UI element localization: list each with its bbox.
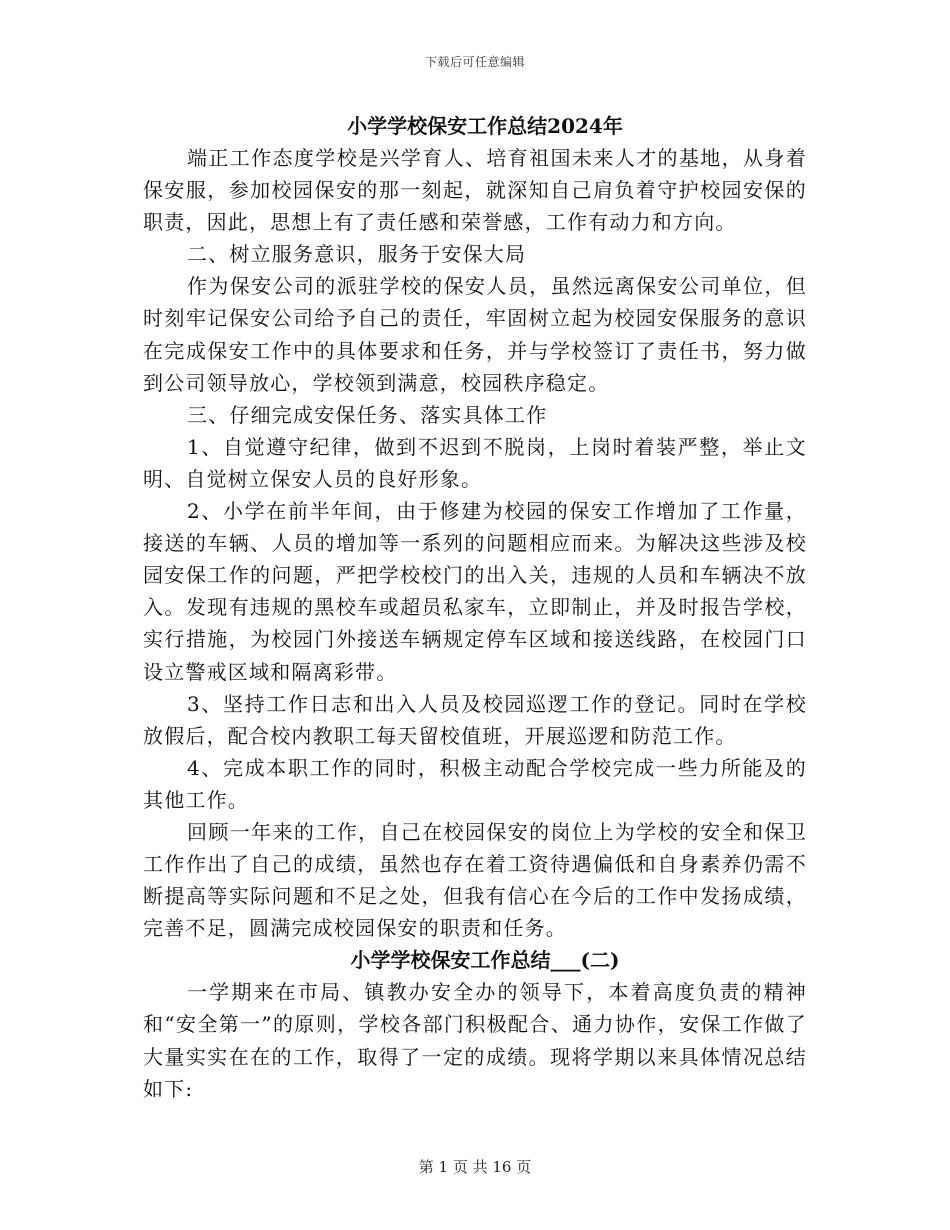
document-body xyxy=(143,110,807,1105)
document-title: 小学学校保安工作总结2024年 xyxy=(347,114,623,138)
section-heading: 二、树立服务意识，服务于安保大局 xyxy=(187,242,527,267)
paragraph: 一学期来在市局、镇教办安全办的领导下，本着高度负责的精神和“安全第一”的原则，学校各部门积极配合、通力协作，安保工作做了大量实实在在的工作，取得了一定的成绩。现将学期以来具体情况总结如下: xyxy=(143,980,807,1101)
paragraph: 作为保安公司的派驻学校的保安人员，虽然远离保安公司单位，但时刻牢记保安公司给予自己的责任，牢固树立起为校园安保服务的意识在完成保安工作中的具体要求和任务，并与学校签订了责任书，努力做到公司领导放心，学校领到满意，校园秩序稳定。 xyxy=(143,274,807,395)
list-item: 4、完成本职工作的同时，积极主动配合学校完成一些力所能及的其他工作。 xyxy=(143,755,807,812)
page-header-note: 下载后可任意编辑 xyxy=(424,55,525,69)
page-footer: 第 1 页 共 16 页 xyxy=(418,1158,532,1176)
paragraph: 回顾一年来的工作，自己在校园保安的岗位上为学校的安全和保卫工作作出了自己的成绩，虽然也存在着工资待遇偏低和自身素养仍需不断提高等实际问题和不足之处，但我有信心在今后的工作中发扬成绩，完善不足，圆满完成校园保安的职责和任务。 xyxy=(143,819,807,941)
list-item: 2、小学在前半年间，由于修建为校园的保安工作增加了工作量，接送的车辆、人员的增加等一系列的问题相应而来。为解决这些涉及校园安保工作的问题，严把学校校门的出入关，违规的人员和车辆决不放入。发现有违规的黑校车或超员私家车，立即制止，并及时报告学校，实行措施，为校园门外接送车辆规定停车区域和接送线路，在校园门口设立警戒区域和隔离彩带。 xyxy=(143,499,807,684)
section-heading: 三、仔细完成安保任务、落实具体工作 xyxy=(187,402,548,427)
list-item: 1、自觉遵守纪律，做到不迟到不脱岗，上岗时着装严整，举止文明、自觉树立保安人员的良好形象。 xyxy=(143,434,807,491)
section-title: 小学学校保安工作总结___(二) xyxy=(350,948,620,973)
paragraph: 端正工作态度学校是兴学育人、培育祖国未来人才的基地，从身着保安服，参加校园保安的那一刻起，就深知自己肩负着守护校园安保的职责，因此，思想上有了责任感和荣誉感，工作有动力和方向。 xyxy=(143,146,807,235)
list-item: 3、坚持工作日志和出入人员及校园巡逻工作的登记。同时在学校放假后，配合校内教职工每天留校值班，开展巡逻和防范工作。 xyxy=(143,691,807,748)
